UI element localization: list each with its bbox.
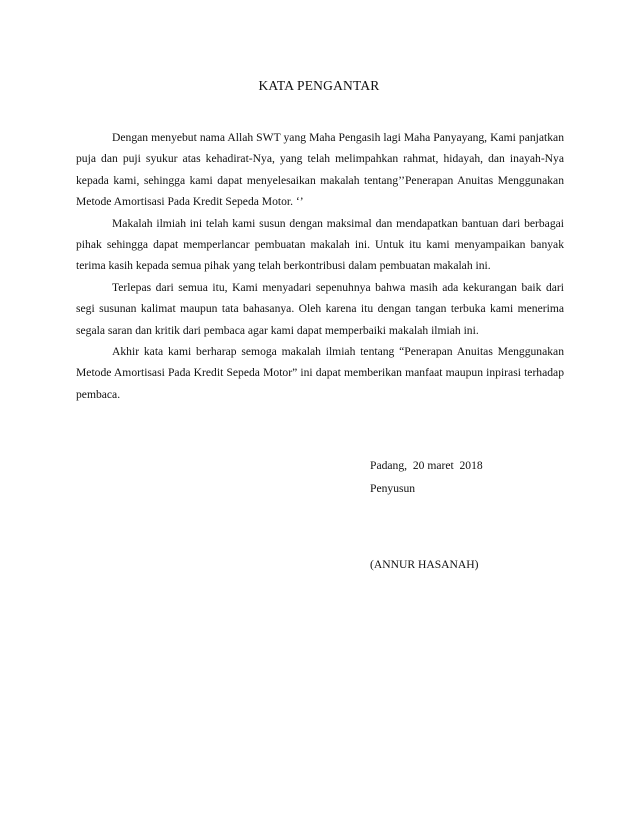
- body-text: [76, 127, 564, 405]
- page-title: KATA PENGANTAR: [258, 78, 380, 93]
- paragraph-3: Terlepas dari semua itu, Kami menyadari sepenuhnya bahwa masih ada kekurangan baik dari segi susunan kalimat maupun tata bahasanya. Oleh karena itu dengan tangan terbuka kami menerima segala saran dan kritik dari pembaca agar kami dapat memperbaiki makalah ilmiah ini.: [76, 280, 564, 337]
- signature-block: [370, 455, 483, 575]
- signature-name: (ANNUR HASANAH): [370, 558, 479, 571]
- paragraph-1: Dengan menyebut nama Allah SWT yang Maha Pengasih lagi Maha Panyayang, Kami panjatkan puja dan puji syukur atas kehadirat-Nya, yang telah melimpahkan rahmat, hidayah, dan inayah-Nya kepada kami, sehingga kami dapat menyelesaikan makalah tentang’’Penerapan Anuitas Menggunakan Metode Amortisasi Pada Kredit Sepeda Motor. ‘’: [76, 131, 564, 209]
- signature-place-date: Padang, 20 maret 2018: [370, 459, 483, 472]
- paragraph-2: Makalah ilmiah ini telah kami susun dengan maksimal dan mendapatkan bantuan dari berbagai pihak sehingga dapat memperlancar pembuatan makalah ini. Untuk itu kami menyampaikan banyak terima kasih kepada semua pihak yang telah berkontribusi dalam pembuatan makalah ini.: [76, 216, 564, 273]
- signature-role: Penyusun: [370, 482, 416, 495]
- paragraph-4: Akhir kata kami berharap semoga makalah ilmiah tentang “Penerapan Anuitas Menggunakan Metode Amortisasi Pada Kredit Sepeda Motor” ini dapat memberikan manfaat maupun inpirasi terhadap pembaca.: [76, 345, 564, 401]
